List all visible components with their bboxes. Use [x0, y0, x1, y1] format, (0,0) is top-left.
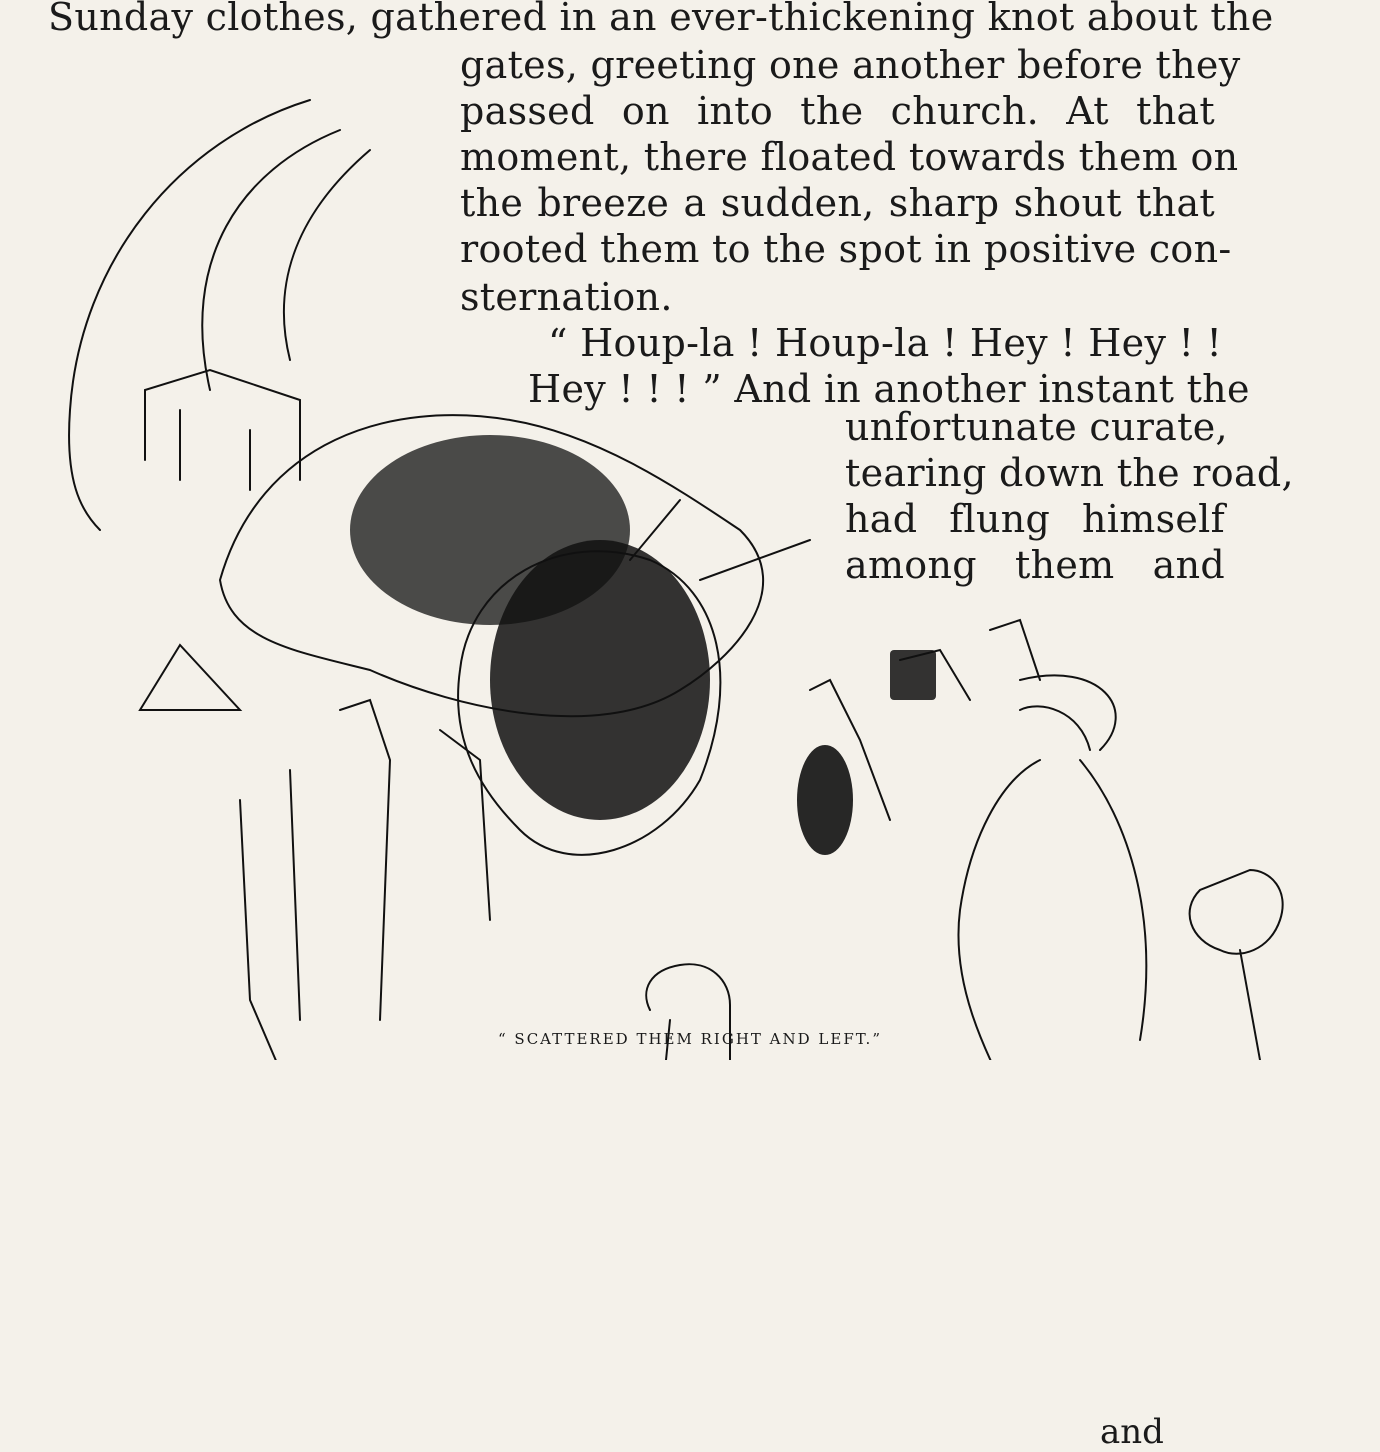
text-line-1: Sunday clothes, gathered in an ever-thickening knot about the [48, 0, 1274, 39]
dropped-hat [797, 745, 853, 855]
text-line-10: unfortunate curate, [845, 405, 1228, 449]
motion-swirl [69, 100, 370, 530]
text-line-8: “ Houp-la ! Houp-la ! Hey ! Hey ! ! [548, 321, 1223, 365]
engraving-illustration [40, 60, 1340, 1060]
crowd-right [810, 620, 1116, 820]
illustration-caption: “ SCATTERED THEM RIGHT AND LEFT.” [497, 1030, 882, 1048]
church-roof [140, 645, 240, 710]
text-line-11: tearing down the road, [845, 451, 1294, 495]
text-line-2: gates, greeting one another before they [460, 43, 1241, 87]
top-hat-1 [890, 650, 936, 700]
text-line-3: passed on into the church. At that [460, 89, 1215, 133]
crowd-left [240, 700, 490, 1060]
text-line-7: sternation. [460, 275, 673, 319]
text-line-5: the breeze a sudden, sharp shout that [460, 181, 1215, 225]
text-line-6: rooted them to the spot in positive con- [460, 227, 1232, 271]
curate-coat [490, 540, 710, 820]
text-line-12: had flung himself [845, 497, 1225, 541]
woman-figure [958, 706, 1146, 1060]
bottom-text-fragment: and [1100, 1412, 1164, 1452]
text-line-9: Hey ! ! ! ” And in another instant the [528, 367, 1250, 411]
text-line-4: moment, there floated towards them on [460, 135, 1239, 179]
church-building [145, 370, 300, 490]
text-line-13: among them and [845, 543, 1225, 587]
